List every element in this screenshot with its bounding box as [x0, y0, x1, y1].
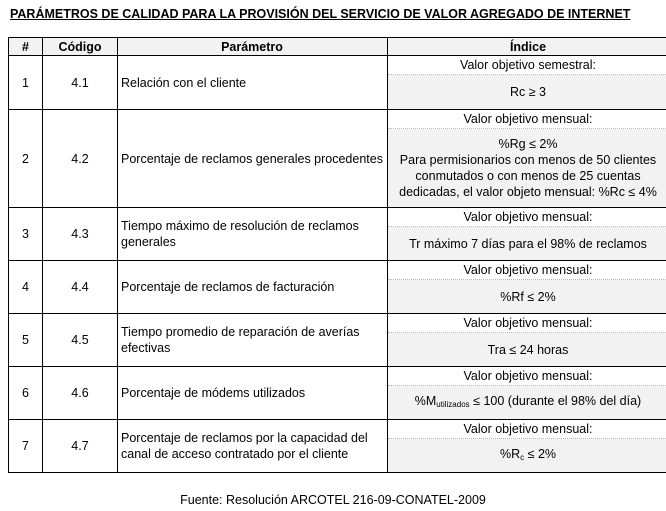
- row-num: 5: [9, 314, 43, 367]
- table-row: [9, 367, 666, 420]
- row-parametro: Relación con el cliente: [118, 56, 388, 110]
- indice-value: Tra ≤ 24 horas: [388, 333, 666, 366]
- table-row: [9, 420, 666, 473]
- indice-label: Valor objetivo mensual:: [388, 110, 666, 129]
- document-title: PARÁMETROS DE CALIDAD PARA LA PROVISIÓN DEL SERVICIO DE VALOR AGREGADO DE INTERNET: [10, 7, 631, 21]
- indice-label: Valor objetivo semestral:: [388, 56, 666, 75]
- row-codigo: 4.5: [43, 314, 118, 367]
- table-row: [9, 261, 666, 314]
- header-codigo: Código: [43, 38, 118, 56]
- row-indice: [388, 208, 666, 261]
- indice-value: [388, 439, 666, 472]
- row-codigo: 4.2: [43, 110, 118, 208]
- table-row: [9, 208, 666, 261]
- table-row: [9, 110, 666, 208]
- row-parametro: Porcentaje de reclamos generales procedentes: [118, 110, 388, 208]
- row-codigo: 4.6: [43, 367, 118, 420]
- indice-label: Valor objetivo mensual:: [388, 208, 666, 227]
- row-num: 7: [9, 420, 43, 473]
- indice-value: Tr máximo 7 días para el 98% de reclamos: [388, 227, 666, 260]
- indice-label: Valor objetivo mensual:: [388, 261, 666, 280]
- row-parametro: Porcentaje de reclamos por la capacidad del canal de acceso contratado por el cliente: [118, 420, 388, 473]
- source-caption: Fuente: Resolución ARCOTEL 216-09-CONATEL-2009: [180, 493, 486, 507]
- table-row: [9, 314, 666, 367]
- row-indice: [388, 110, 666, 208]
- quality-parameters-table: [8, 37, 666, 473]
- indice-value-subscript: utilizados: [436, 399, 470, 409]
- row-indice: [388, 367, 666, 420]
- indice-value-block: [388, 129, 666, 207]
- table-row: [9, 56, 666, 110]
- header-num: #: [9, 38, 43, 56]
- row-num: 6: [9, 367, 43, 420]
- row-codigo: 4.4: [43, 261, 118, 314]
- row-codigo: 4.1: [43, 56, 118, 110]
- indice-value-subscript: c: [520, 452, 525, 462]
- row-indice: [388, 314, 666, 367]
- header-parametro: Parámetro: [118, 38, 388, 56]
- row-num: 4: [9, 261, 43, 314]
- row-parametro: Porcentaje de reclamos de facturación: [118, 261, 388, 314]
- row-indice: [388, 420, 666, 473]
- indice-label: Valor objetivo mensual:: [388, 420, 666, 439]
- header-indice: Índice: [388, 38, 666, 56]
- indice-value: %Rf ≤ 2%: [388, 280, 666, 313]
- row-indice: [388, 261, 666, 314]
- row-indice: [388, 56, 666, 110]
- row-parametro: Tiempo máximo de resolución de reclamos generales: [118, 208, 388, 261]
- row-num: 3: [9, 208, 43, 261]
- table-header-row: [9, 38, 666, 56]
- row-codigo: 4.7: [43, 420, 118, 473]
- indice-value: [388, 386, 666, 419]
- indice-label: Valor objetivo mensual:: [388, 367, 666, 386]
- row-parametro: Porcentaje de módems utilizados: [118, 367, 388, 420]
- indice-value: Rc ≥ 3: [388, 75, 666, 109]
- indice-value: %Rg ≤ 2%: [498, 137, 558, 151]
- indice-label: Valor objetivo mensual:: [388, 314, 666, 333]
- indice-note: Para permisionarios con menos de 50 clientes conmutados o con menos de 25 cuentas dedicadas, el valor objeto mensual: %Rc ≤ 4%: [399, 153, 657, 199]
- indice-value-main: %M: [414, 393, 437, 408]
- row-num: 1: [9, 56, 43, 110]
- row-codigo: 4.3: [43, 208, 118, 261]
- indice-value-rest: ≤ 100 (durante el 98% del día): [469, 393, 642, 408]
- row-num: 2: [9, 110, 43, 208]
- indice-value-rest: ≤ 2%: [524, 446, 557, 461]
- row-parametro: Tiempo promedio de reparación de averías efectivas: [118, 314, 388, 367]
- indice-value-main: %R: [499, 446, 521, 461]
